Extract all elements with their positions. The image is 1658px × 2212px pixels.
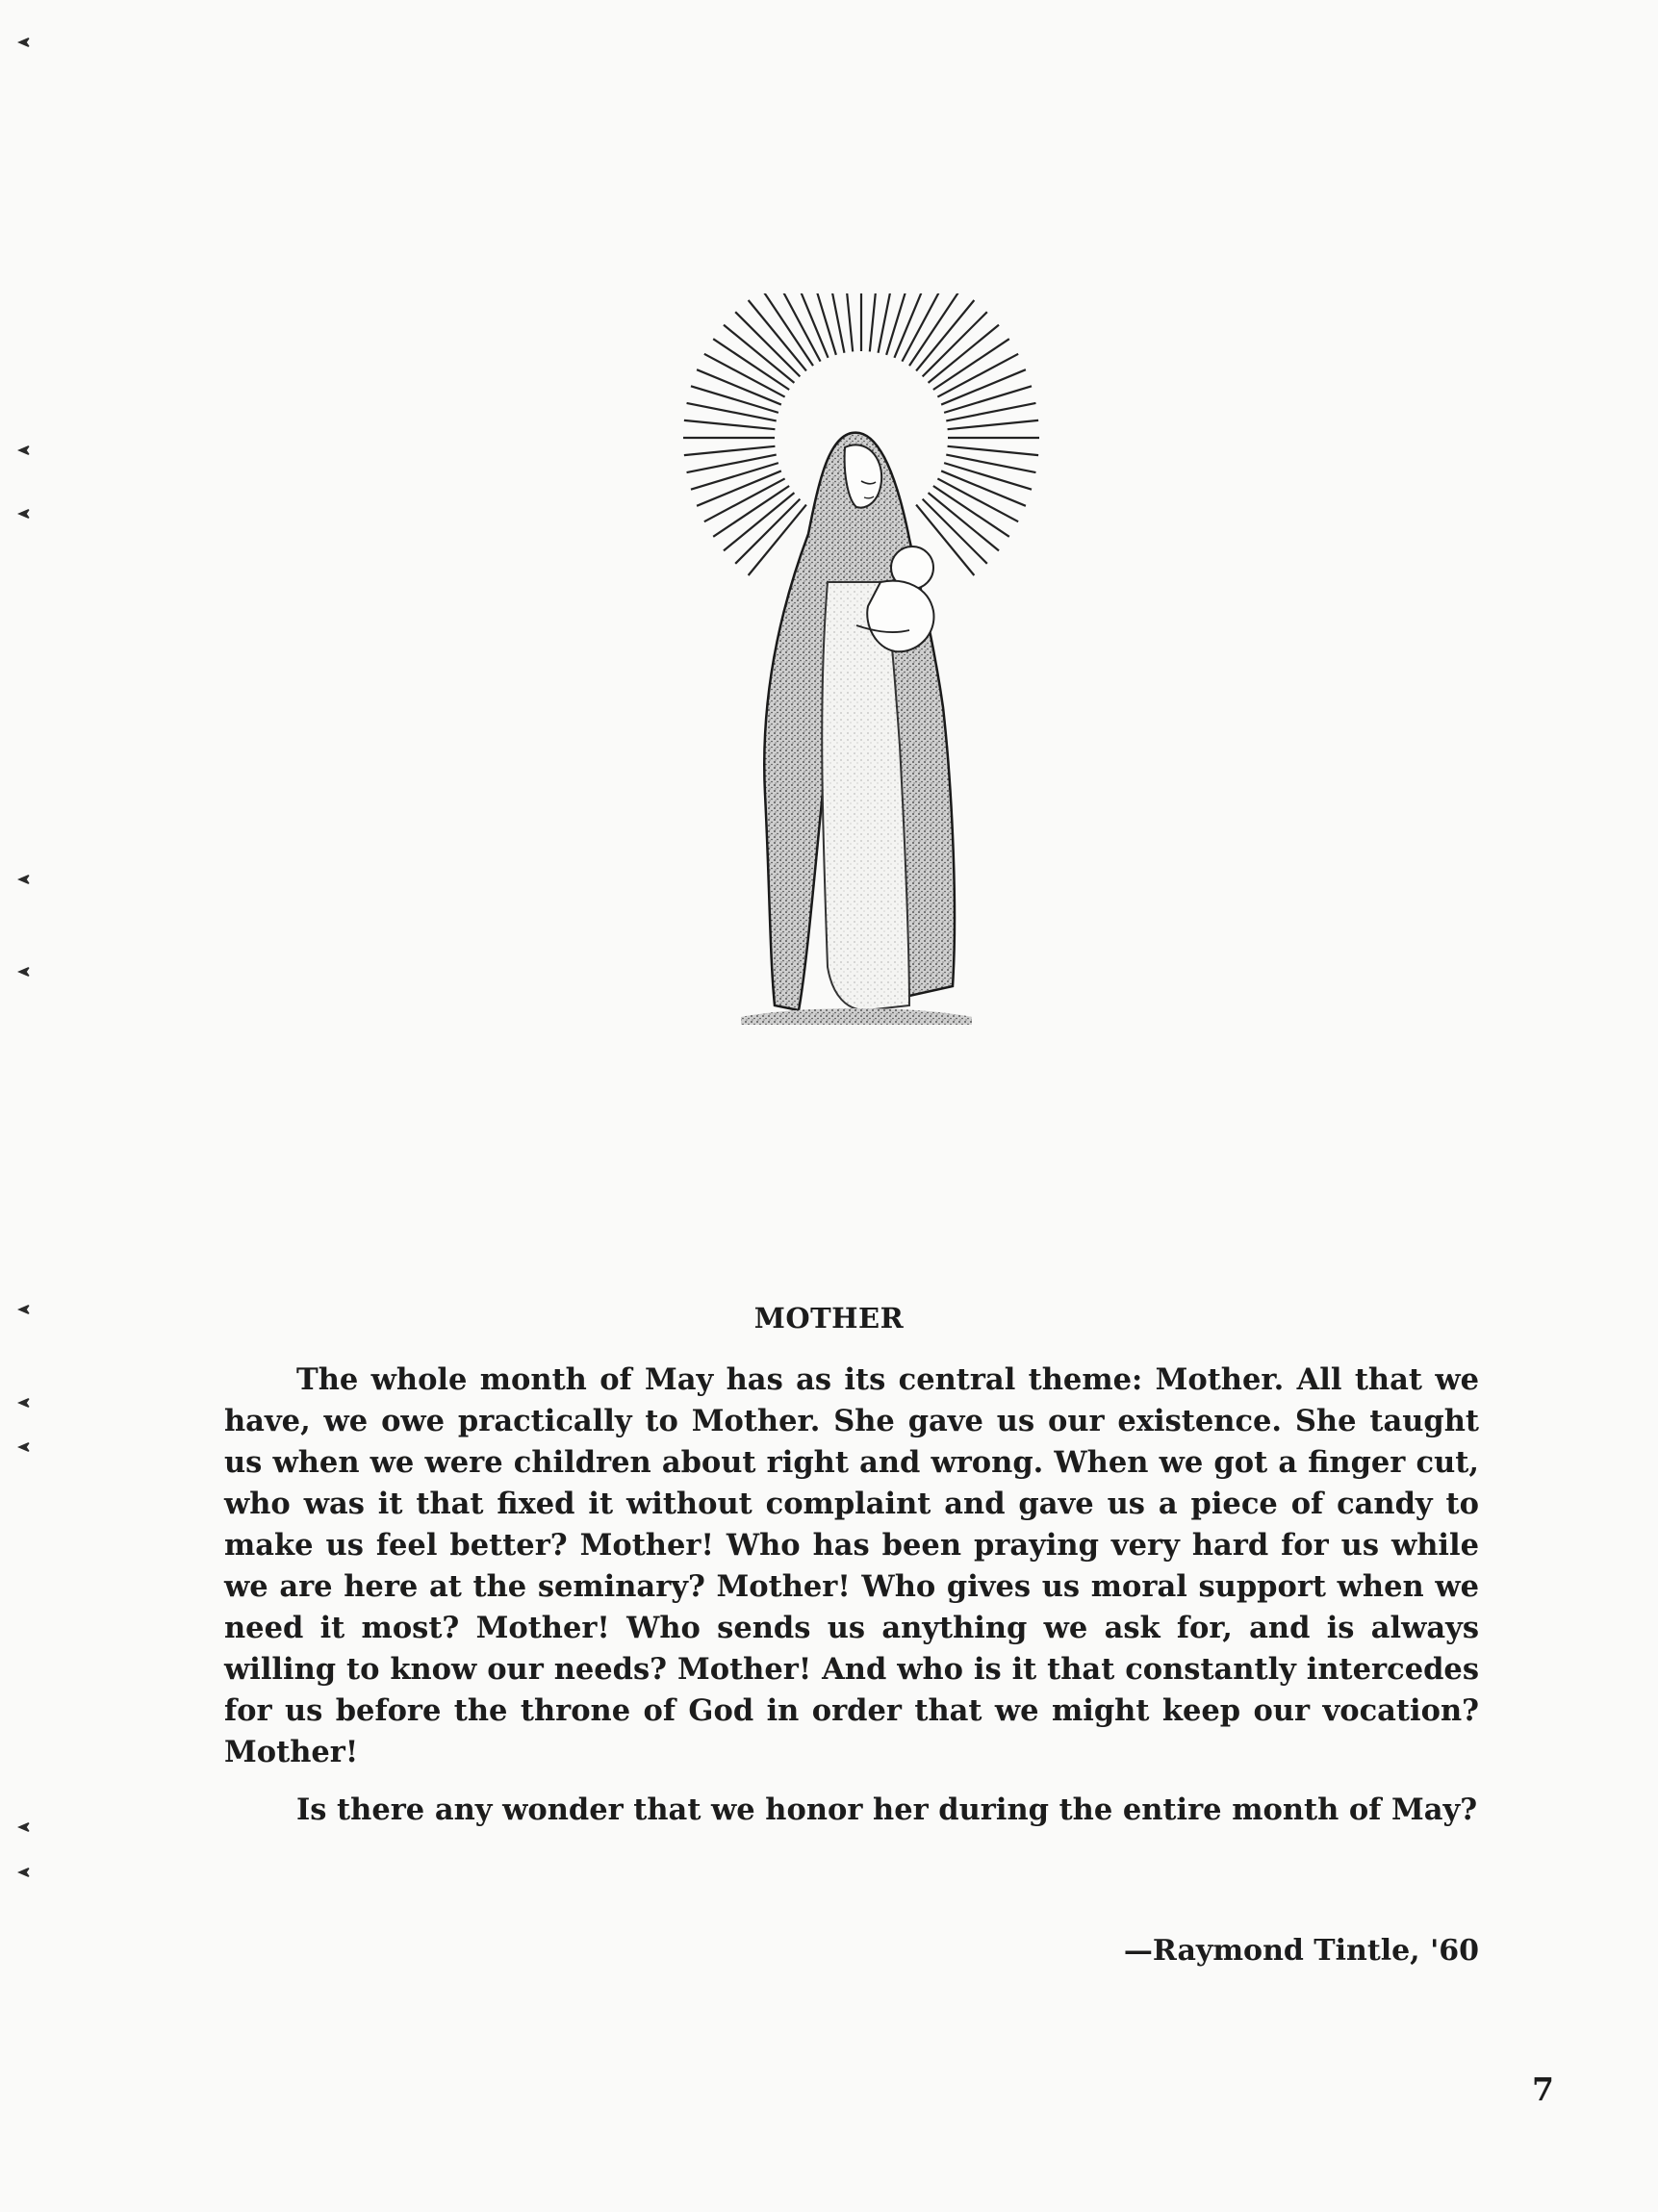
binding-hole <box>17 37 31 48</box>
halo-ray <box>946 403 1035 421</box>
binding-hole <box>17 445 31 456</box>
halo-ray <box>827 293 845 353</box>
binding-hole <box>17 1867 31 1878</box>
halo-ray <box>879 293 897 353</box>
article-title: MOTHER <box>753 1302 905 1335</box>
body-paragraph: The whole month of May has as its central theme: Mother. All that we have, we owe practically to Mother. She gave us our existence. She taught us when we were children about right and wrong. When we got a finger cut, who was it that fixed it without complaint and gave us a piece of candy to make us feel better? Mother! Who has been praying very hard for us while we are here at the seminary? Mother! Who gives us moral support when we need it most? Mother! Who sends us anything we ask for, and is always willing to know our needs? Mother! And who is it that constantly intercedes for us before the throne of God in order that we might keep our vocation? Mother! <box>224 1362 1479 1769</box>
body-paragraph: Is there any wonder that we honor her during the entire month of May? <box>296 1792 1478 1827</box>
halo-ray <box>894 293 929 358</box>
halo-ray <box>923 312 987 376</box>
page-number: 7 <box>1532 2071 1554 2108</box>
binding-hole <box>17 1821 31 1833</box>
binding-hole <box>17 966 31 978</box>
binding-hole <box>17 874 31 885</box>
halo-ray <box>902 293 945 362</box>
binding-hole <box>17 1441 31 1453</box>
halo-ray <box>687 455 777 473</box>
halo-ray <box>944 386 1032 413</box>
halo-ray <box>844 293 853 351</box>
halo-ray <box>944 463 1032 490</box>
halo-ray <box>735 312 800 376</box>
binding-hole <box>17 1397 31 1409</box>
article-body <box>224 1360 1479 1847</box>
halo-ray <box>687 403 777 421</box>
halo-ray <box>793 293 828 358</box>
author-signature: —Raymond Tintle, '60 <box>1123 1934 1479 1968</box>
halo-ray <box>691 463 778 490</box>
halo-ray <box>923 499 987 564</box>
binding-hole <box>17 508 31 520</box>
halo-ray <box>778 293 821 362</box>
halo-ray <box>691 386 778 413</box>
halo-ray <box>870 293 879 351</box>
halo-ray <box>684 420 776 429</box>
halo-ray <box>684 446 776 455</box>
halo-ray <box>735 499 800 564</box>
halo-ray <box>948 420 1039 429</box>
halo-ray <box>946 455 1035 473</box>
madonna-child-illustration <box>664 293 1049 1054</box>
halo-ray <box>948 446 1039 455</box>
